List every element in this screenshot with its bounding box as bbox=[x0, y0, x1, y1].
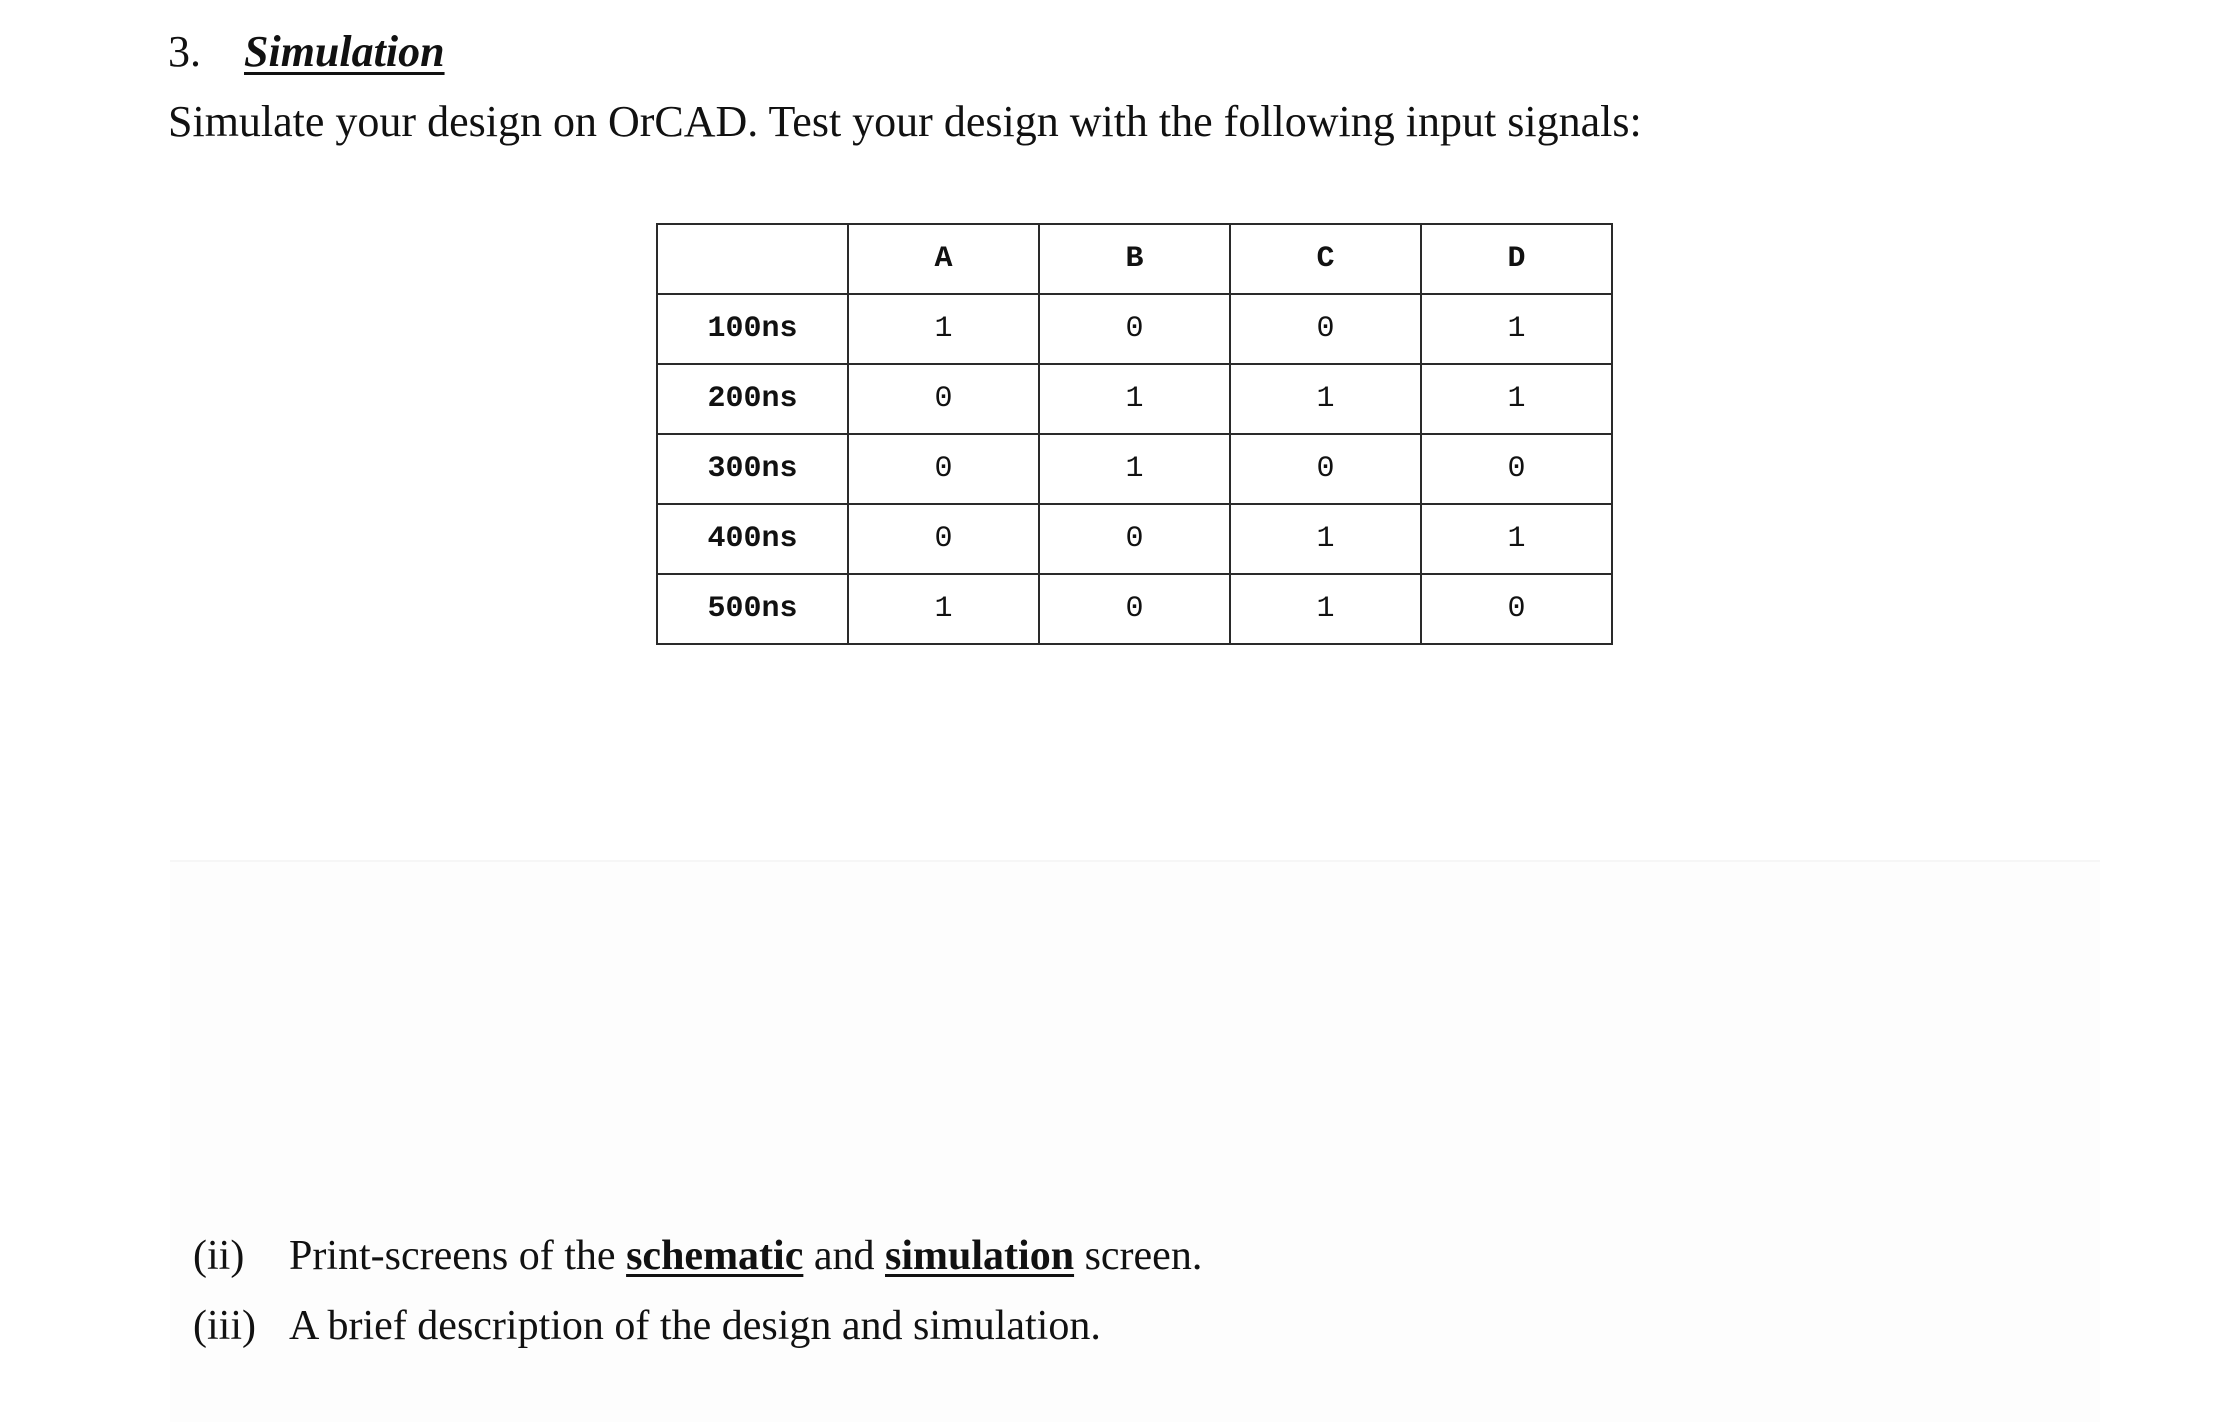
section-number: 3. bbox=[168, 27, 201, 76]
signal-a-cell: 1 bbox=[848, 574, 1039, 644]
header-cell-corner bbox=[657, 224, 848, 294]
requirement-marker: (ii) bbox=[193, 1233, 245, 1279]
signal-d-cell: 1 bbox=[1421, 364, 1612, 434]
signal-c-cell: 0 bbox=[1230, 434, 1421, 504]
input-signals-table bbox=[656, 223, 1613, 645]
signal-c-cell: 1 bbox=[1230, 504, 1421, 574]
header-cell-c: C bbox=[1230, 224, 1421, 294]
requirement-text: and bbox=[803, 1233, 886, 1279]
time-cell: 500ns bbox=[657, 574, 848, 644]
signal-d-cell: 1 bbox=[1421, 504, 1612, 574]
time-cell: 100ns bbox=[657, 294, 848, 364]
requirement-emphasis-simulation: simulation bbox=[885, 1233, 1075, 1279]
requirement-item-ii bbox=[193, 1228, 1202, 1284]
intro-paragraph: Simulate your design on OrCAD. Test your design with the following input signals: bbox=[168, 97, 1642, 146]
signal-b-cell: 1 bbox=[1039, 364, 1230, 434]
table-row bbox=[657, 294, 1612, 364]
time-cell: 200ns bbox=[657, 364, 848, 434]
table-row bbox=[657, 434, 1612, 504]
signal-a-cell: 0 bbox=[848, 504, 1039, 574]
signal-a-cell: 0 bbox=[848, 364, 1039, 434]
signal-c-cell: 1 bbox=[1230, 364, 1421, 434]
signal-d-cell: 1 bbox=[1421, 294, 1612, 364]
time-cell: 300ns bbox=[657, 434, 848, 504]
time-cell: 400ns bbox=[657, 504, 848, 574]
signal-b-cell: 0 bbox=[1039, 574, 1230, 644]
requirement-text: screen. bbox=[1074, 1233, 1203, 1279]
section-title: Simulation bbox=[244, 27, 445, 76]
header-cell-a: A bbox=[848, 224, 1039, 294]
header-cell-b: B bbox=[1039, 224, 1230, 294]
signal-d-cell: 0 bbox=[1421, 574, 1612, 644]
signal-b-cell: 0 bbox=[1039, 294, 1230, 364]
requirement-emphasis-schematic: schematic bbox=[626, 1233, 804, 1279]
requirement-item-iii bbox=[193, 1298, 1101, 1354]
table-row bbox=[657, 574, 1612, 644]
signal-a-cell: 0 bbox=[848, 434, 1039, 504]
requirement-marker: (iii) bbox=[193, 1303, 256, 1349]
requirement-text: Print-screens of the bbox=[289, 1233, 627, 1279]
header-cell-d: D bbox=[1421, 224, 1612, 294]
table-row bbox=[657, 364, 1612, 434]
signal-b-cell: 1 bbox=[1039, 434, 1230, 504]
signal-c-cell: 1 bbox=[1230, 574, 1421, 644]
signal-d-cell: 0 bbox=[1421, 434, 1612, 504]
table-row bbox=[657, 504, 1612, 574]
signal-b-cell: 0 bbox=[1039, 504, 1230, 574]
section-heading bbox=[168, 22, 445, 82]
table-header-row bbox=[657, 224, 1612, 294]
signal-c-cell: 0 bbox=[1230, 294, 1421, 364]
signal-a-cell: 1 bbox=[848, 294, 1039, 364]
requirement-text: A brief description of the design and simulation. bbox=[289, 1303, 1101, 1349]
